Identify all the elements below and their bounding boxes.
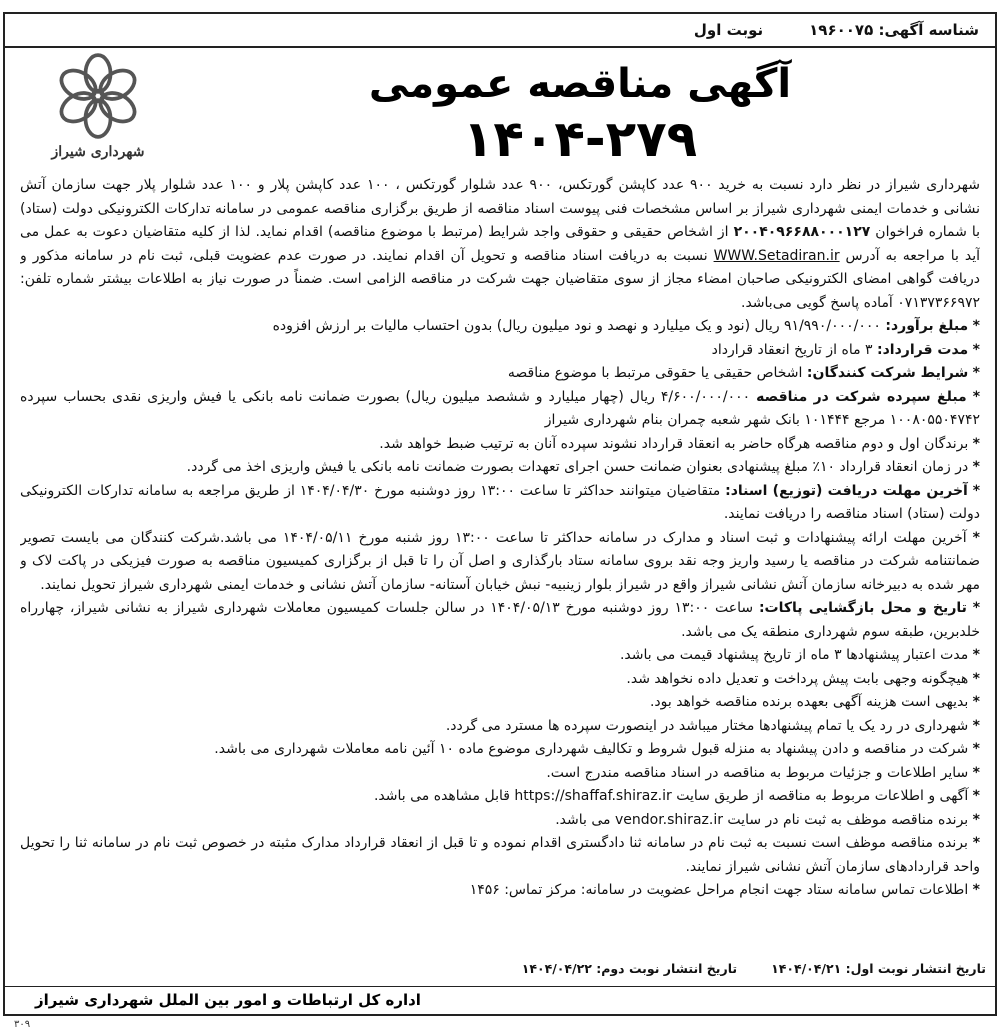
estimate-amount-item xyxy=(20,315,980,339)
item-text: هیچگونه وجهی بابت پیش پرداخت و تعدیل داده نخواهد شد. xyxy=(626,670,969,687)
item-text: شهرداری در رد یک یا تمام پیشنهادها مختار میباشد در اینصورت سپرده ها مسترد می گردد. xyxy=(445,717,969,734)
bullet-marker: * xyxy=(972,459,980,475)
item-text: متقاضیان میتوانند حداکثر تا ساعت ۱۳:۰۰ روز دوشنبه مورخ ۱۴۰۴/۰۴/۳۰ از طریق مراجعه به سامانه تدارکات الکترونیکی دولت (ستاد) اسناد مناقصه را دریافت نمایند. xyxy=(20,482,980,522)
item-text: می باشد. xyxy=(555,811,611,828)
item-text: قابل مشاهده می باشد. xyxy=(373,788,510,804)
bullet-marker: * xyxy=(972,741,980,757)
performance-guarantee-item xyxy=(20,456,980,480)
bullet-marker: * xyxy=(972,529,980,546)
item-label: مبلغ برآورد: xyxy=(885,318,969,334)
flower-logo-icon xyxy=(48,50,148,142)
bullet-marker: * xyxy=(972,435,980,452)
item-label: مدت قرارداد: xyxy=(877,341,969,358)
tender-number: ۱۴۰۴-۲۷۹ xyxy=(462,110,698,168)
item-text: اطلاعات تماس سامانه ستاد جهت انجام مراحل عضویت در سامانه: مرکز تماس: ۱۴۵۶ xyxy=(469,882,969,898)
page-title: آگهی مناقصه عمومی xyxy=(368,61,792,107)
ad-id: شناسه آگهی: ۱۹۶۰۰۷۵ xyxy=(809,21,979,39)
item-text: برندگان اول و دوم مناقصه هرگاه حاضر به انعقاد قرارداد نشوند سپرده آنان به ترتیب ضبط خواهد شد. xyxy=(379,435,969,452)
item-text: اشخاص حقیقی یا حقوقی مرتبط با موضوع مناقصه xyxy=(507,365,803,381)
notice-body xyxy=(20,174,980,958)
deposit-amount-item xyxy=(20,386,980,433)
no-prepayment-item xyxy=(20,668,980,692)
document-deadline-item xyxy=(20,480,980,527)
envelope-opening-item xyxy=(20,597,980,644)
item-text: برنده مناقصه موظف است نسبت به ثبت نام در سامانه ثنا دادگستری اقدام نموده و تا قبل از انعقاد قرارداد مدارک مثبته در خصوص ثبت نام در سامانه ثنا را تحویل واحد قراردادهای سازمان آتش نشانی شیراز نمایند. xyxy=(20,835,980,875)
item-text: ۹۱/۹۹۰/۰۰۰/۰۰۰ ریال (نود و یک میلیارد و نهصد و نود میلیون ریال) بدون احتساب مالیات بر ارزش افزوده xyxy=(272,318,881,334)
bullet-marker: * xyxy=(972,835,980,851)
issuer-bar xyxy=(5,986,995,1015)
rejection-right-item xyxy=(20,715,980,739)
bullet-marker: * xyxy=(972,365,980,381)
item-text: آخرین مهلت ارائه پیشنهادات و ثبت اسناد و مدارک در سامانه حداکثر تا ساعت ۱۳:۰۰ روز شنبه مورخ ۱۴۰۴/۰۵/۱۱ می باشد.شرکت کنندگان می بایست تصویر ضمانتنامه شرکت در مناقصه یا رسید واریز وجه نقد بروی سامانه ستاد بارگذاری و اصل آن را تا قبل از برگزاری کمیسیون مناقصه به صورت فیزیکی در پاکت لاک و مهر شده به دبیرخانه سازمان آتش نشانی شیراز واقع در شیراز بلوار زینبیه- نبش خیابان آستانه- سازمان آتش نشانی و خدمات ایمنی شهرداری شیراز تحویل نمایند. xyxy=(20,529,980,593)
winners-deposit-forfeit-item xyxy=(20,433,980,457)
ad-header xyxy=(5,14,995,48)
acceptance-terms-item xyxy=(20,738,980,762)
intro-paragraph xyxy=(20,174,980,315)
issuer-name: اداره کل ارتباطات و امور بین الملل شهرداری شیراز xyxy=(35,991,421,1009)
intro-text-1: شهرداری شیراز در نظر دارد نسبت به خرید ۹۰۰ عدد کاپشن گورتکس، ۹۰۰ عدد شلوار گورتکس ، ۱۰۰ عدد کاپشن پلار و ۱۰۰ عدد شلوار پلار جهت سازمان آتش نشانی و خدمات ایمنی شهرداری شیراز بر اساس مشخصات فنی پیوست اسناد مناقصه از طریق برگزاری مناقصه عمومی در سامانه تدارکات الکترونیکی دولت (ستاد) با شماره فراخوان xyxy=(20,177,980,240)
setad-url: WWW.Setadiran.ir xyxy=(713,247,840,264)
first-publish-date: تاریخ انتشار نوبت اول: ۱۴۰۴/۰۴/۲۱ xyxy=(771,961,986,976)
item-label: شرایط شرکت کنندگان: xyxy=(806,365,969,381)
ad-cost-item xyxy=(20,691,980,715)
item-label: آخرین مهلت دریافت (توزیع) اسناد: xyxy=(725,482,968,499)
bullet-marker: * xyxy=(972,882,980,898)
logo-text: شهرداری شیراز xyxy=(51,144,145,160)
bullet-marker: * xyxy=(972,388,980,405)
bid-submission-deadline-item xyxy=(20,527,980,598)
item-text: ۳ ماه از تاریخ انعقاد قرارداد xyxy=(711,341,873,358)
publish-round: نوبت اول xyxy=(693,21,764,39)
item-text: بدیهی است هزینه آگهی بعهده برنده مناقصه خواهد بود. xyxy=(649,694,969,710)
bullet-marker: * xyxy=(972,811,980,828)
setad-contact-item xyxy=(20,879,980,903)
publish-dates xyxy=(522,961,986,976)
bullet-marker: * xyxy=(972,647,980,663)
intro-text-3: نسبت به دریافت اسناد مناقصه و تحویل آن اقدام نمایند. در صورت عدم عضویت قبلی، ثبت نام در سامانه مذکور و دریافت گواهی امضای الکترونیکی صاحبان امضاء مجاز از سوی متقاضیان جهت شرکت در مناقصه الزامی است. ضمناً در صورت نیاز به اطلاعات بیشتر شماره تلفن: ۰۷۱۳۷۳۶۶۹۷۲ آماده پاسخ گویی می‌باشد. xyxy=(20,247,980,311)
intro-text-2: از اشخاص حقیقی و حقوقی واجد شرایط (مرتبط با موضوع مناقصه) اقدام نماید. لذا از کلیه متقاضیان دعوت به عمل می آید با مراجعه به آدرس xyxy=(20,224,980,264)
item-text: سایر اطلاعات و جزئیات مربوط به مناقصه در اسناد مناقصه مندرج است. xyxy=(546,764,969,781)
second-publish-date: تاریخ انتشار نوبت دوم: ۱۴۰۴/۰۴/۲۲ xyxy=(521,961,738,976)
bullet-marker: * xyxy=(972,482,980,499)
item-text: ۴/۶۰۰/۰۰۰/۰۰۰ ریال (چهار میلیارد و ششصد میلیون ریال) بصورت ضمانت نامه بانکی یا فیش واریزی نقدی بحساب سپرده ۱۰۰۸۰۵۵۰۴۷۴۲ مرجع ۱۰۱۴۴۴ بانک شهر شعبه چمران بنام شهرداری شیراز xyxy=(20,388,980,428)
bullet-marker: * xyxy=(972,341,980,358)
shaffaf-site-item xyxy=(20,785,980,809)
municipality-logo xyxy=(36,50,160,170)
vendor-url: vendor.shiraz.ir xyxy=(614,811,723,828)
title-block xyxy=(330,58,830,168)
item-label: تاریخ و محل بازگشایی پاکات: xyxy=(758,600,967,616)
item-label: مبلغ سپرده شرکت در مناقصه xyxy=(756,388,967,405)
shaffaf-url: https://shaffaf.shiraz.ir xyxy=(514,788,672,804)
participant-conditions-item xyxy=(20,362,980,386)
bullet-marker: * xyxy=(972,670,980,687)
bullet-marker: * xyxy=(972,717,980,734)
bid-validity-item xyxy=(20,644,980,668)
item-text: برنده مناقصه موظف به ثبت نام در سایت xyxy=(727,811,969,828)
page-code: ۳۰۹ xyxy=(14,1019,31,1030)
bullet-marker: * xyxy=(972,788,980,804)
bullet-marker: * xyxy=(972,694,980,710)
item-text: شرکت در مناقصه و دادن پیشنهاد به منزله قبول شروط و تکالیف شهرداری موضوع ماده ۱۰ آئین نامه معاملات شهرداری می باشد. xyxy=(214,741,969,757)
item-text: آگهی و اطلاعات مربوط به مناقصه از طریق سایت xyxy=(676,788,969,804)
bullet-marker: * xyxy=(972,764,980,781)
bullet-marker: * xyxy=(972,600,980,616)
item-text: در زمان انعقاد قرارداد ۱۰٪ مبلغ پیشنهادی بعنوان ضمانت حسن اجرای تعهدات بصورت ضمانت نامه بانکی یا فیش واریزی اخذ می گردد. xyxy=(186,459,969,475)
contract-duration-item xyxy=(20,339,980,363)
sana-registration-item xyxy=(20,832,980,879)
bullet-marker: * xyxy=(972,318,980,334)
other-info-item xyxy=(20,762,980,786)
vendor-registration-item xyxy=(20,809,980,833)
call-number: ۲۰۰۴۰۹۶۶۸۸۰۰۰۱۲۷ xyxy=(733,224,871,240)
item-text: ساعت ۱۳:۰۰ روز دوشنبه مورخ ۱۴۰۴/۰۵/۱۳ در سالن جلسات کمیسیون معاملات شهرداری شیراز به نشانی شیراز، چهارراه خلدبرین، طبقه سوم شهرداری منطقه یک می باشد. xyxy=(20,600,980,640)
item-text: مدت اعتبار پیشنهادها ۳ ماه از تاریخ پیشنهاد قیمت می باشد. xyxy=(619,647,969,663)
